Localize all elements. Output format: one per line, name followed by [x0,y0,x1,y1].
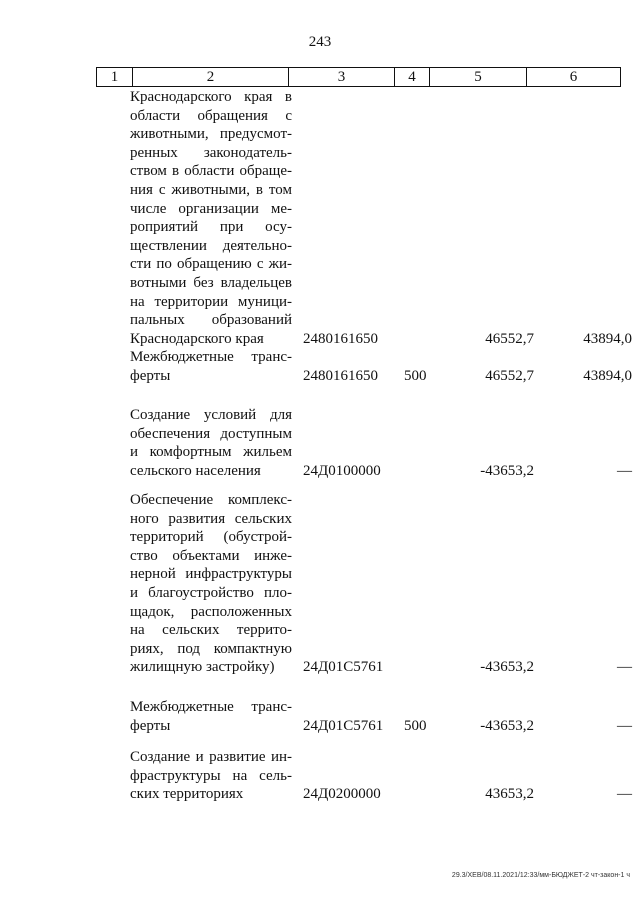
row-sum-1: 43653,2 [485,786,534,803]
description-line: Межбюджетные транс- [130,699,292,715]
description-line: территорий (обустрой- [130,529,292,546]
row-expense-type: 500 [404,717,427,734]
description-line: и благоустройство пло- [130,584,292,601]
row-code: 24Д0200000 [303,786,381,803]
header-col-1: 1 [97,68,133,86]
row-code: 2480161650 [303,367,378,384]
description-line: щадок, расположенных [130,603,292,620]
description-line: числе организации ме- [130,200,292,217]
table-header-row [96,67,621,87]
header-col-5: 5 [430,68,527,86]
row-sum-2: 43894,0 [583,330,632,347]
description-line: на территории муници- [130,293,292,310]
row-sum-1: -43653,2 [480,462,534,479]
description-line: сельского населения [130,462,261,479]
row-code: 2480161650 [303,330,378,347]
description-line: роприятий при осу- [130,219,292,236]
description-line: ренных законодатель- [130,144,292,161]
row-description [130,406,292,480]
row-code: 24Д0100000 [303,462,381,479]
description-line: Создание условий для [130,407,292,423]
footer-note: 29.3/ХЕВ/08.11.2021/12:33/мм-БЮДЖЕТ-2 чт-закон-1 ч [451,872,630,879]
page-number: 243 [308,34,332,50]
description-line: вотными без владельцев [130,274,292,291]
row-expense-type: 500 [404,367,427,384]
row-code: 24Д01С5761 [303,717,384,734]
description-line: ством в области обраще- [130,163,292,180]
row-sum-2: — [617,717,632,734]
description-line: сти по обращению с жи- [130,256,292,273]
description-line: ществлении деятельно- [130,237,292,254]
row-description [130,88,292,348]
header-col-4: 4 [395,68,430,86]
description-line: Краснодарского края [130,330,264,347]
description-line: ских территориях [130,786,244,803]
row-sum-2: — [617,786,632,803]
row-sum-1: -43653,2 [480,659,534,676]
header-col-6: 6 [569,69,578,85]
description-line: Обеспечение комплекс- [130,492,292,508]
description-line: ферты [130,367,171,384]
description-line: обеспечения доступным [130,425,292,442]
description-line: жилищную застройку) [130,659,275,676]
row-sum-2: — [617,659,632,676]
row-sum-2: — [617,462,632,479]
row-sum-1: 46552,7 [485,367,534,384]
row-description [130,348,292,385]
description-line: Создание и развитие ин- [130,749,292,765]
description-line: нерной инфраструктуры [130,566,292,583]
row-sum-1: -43653,2 [480,717,534,734]
row-code: 24Д01С5761 [303,659,384,676]
description-line: и комфортным жильем [130,444,292,461]
row-sum-1: 46552,7 [485,330,534,347]
row-description [130,491,292,677]
description-line: риях, под компактную [130,640,292,657]
description-line: ство объектами инже- [130,547,292,564]
description-line: Краснодарского края в [130,89,292,105]
description-line: на сельских террито- [130,622,292,639]
description-line: ферты [130,717,171,734]
header-col-2: 2 [133,68,289,86]
description-line: пальных образований [130,312,292,329]
row-description [130,748,292,804]
row-description [130,698,292,735]
description-line: ного развития сельских [130,510,292,527]
description-line: животными, предусмот- [130,126,292,143]
header-col-3: 3 [289,68,395,86]
description-line: ния с животными, в том [130,181,292,198]
description-line: области обращения с [130,107,292,124]
row-sum-2: 43894,0 [583,367,632,384]
description-line: фраструктуры на сель- [130,767,292,784]
description-line: Межбюджетные транс- [130,349,292,365]
